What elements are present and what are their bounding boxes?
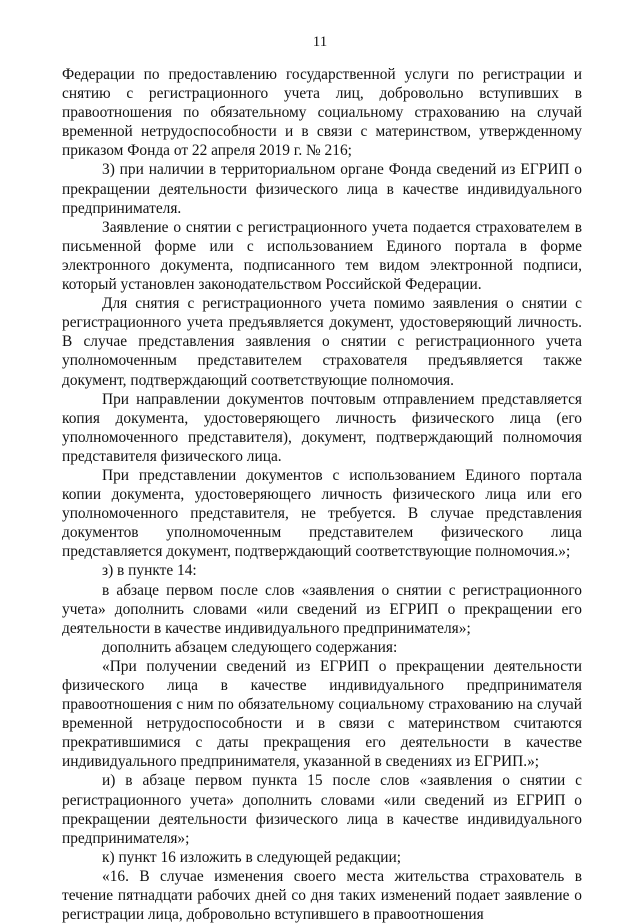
paragraph: к) пункт 16 изложить в следующей редакции; (102, 848, 401, 866)
paragraph: и) в абзаце первом пункта 15 после слов «заявления о снятии с регистрационного учета» дополнить словами «или сведений из ЕГРИП о прекращении деятельности физического лица в качестве индивидуального предпринимателя»; (62, 772, 582, 847)
paragraph: 3) при наличии в территориальном органе Фонда сведений из ЕГРИП о прекращении деятельности физического лица в качестве индивидуального предпринимателя. (62, 161, 582, 217)
paragraph: Заявление о снятии с регистрационного учета подается страхователем в письменной форме или с использованием Единого портала в форме электронного документа, подписанного тем видом электронной подписи, который установлен законодательством Российской Федерации. (62, 218, 582, 294)
paragraph: При представлении документов с использованием Единого портала копии документа, удостоверяющего личность физического лица или его уполномоченного представителя, не требуется. В случае представления документов уполномоченным представителем физического лица представляется документ, подтверждающий соответствующие полномочия.»; (62, 466, 582, 561)
paragraph: в абзаце первом после слов «заявления о снятии с регистрационного учета» дополнить словами «или сведений из ЕГРИП о прекращении его деятельности в качестве индивидуального предпринимателя»; (62, 581, 582, 637)
paragraph: з) в пункте 14: (102, 562, 197, 580)
paragraph: Федерации по предоставлению государственной услуги по регистрации и снятию с регистрационного учета лиц, добровольно вступивших в правоотношения по обязательному социальному страхованию на случай временной нетрудоспособности и в связи с материнством, утвержденному приказом Фонда от 22 апреля 2019 г. № 216; (62, 66, 582, 160)
page-number: 11 (312, 34, 328, 50)
paragraph: При направлении документов почтовым отправлением представляется копия документа, удостоверяющего личность физического лица (его уполномоченного представителя), документ, подтверждающий полномочия представителя физического лица. (62, 390, 582, 465)
paragraph: «При получении сведений из ЕГРИП о прекращении деятельности физического лица в качестве индивидуального предпринимателя правоотношения с ним по обязательному социальному страхованию на случай временной нетрудоспособности и в связи с материнством считаются прекратившимися с даты прекращения его деятельности в качестве индивидуального предпринимателя, указанной в сведениях из ЕГРИП.»; (62, 657, 582, 771)
paragraph: дополнить абзацем следующего содержания: (102, 638, 398, 656)
document-body (62, 65, 582, 924)
paragraph: «16. В случае изменения своего места жительства страхователь в течение пятнадцати рабочих дней со дня таких изменений подает заявление о регистрации лица, добровольно вступившего в правоотношения (62, 867, 582, 924)
paragraph: Для снятия с регистрационного учета помимо заявления о снятии с регистрационного учета предъявляется документ, удостоверяющий личность. В случае представления заявления о снятии с регистрационного учета уполномоченным представителем страхователя предъявляется также документ, подтверждающий соответствующие полномочия. (62, 295, 582, 389)
